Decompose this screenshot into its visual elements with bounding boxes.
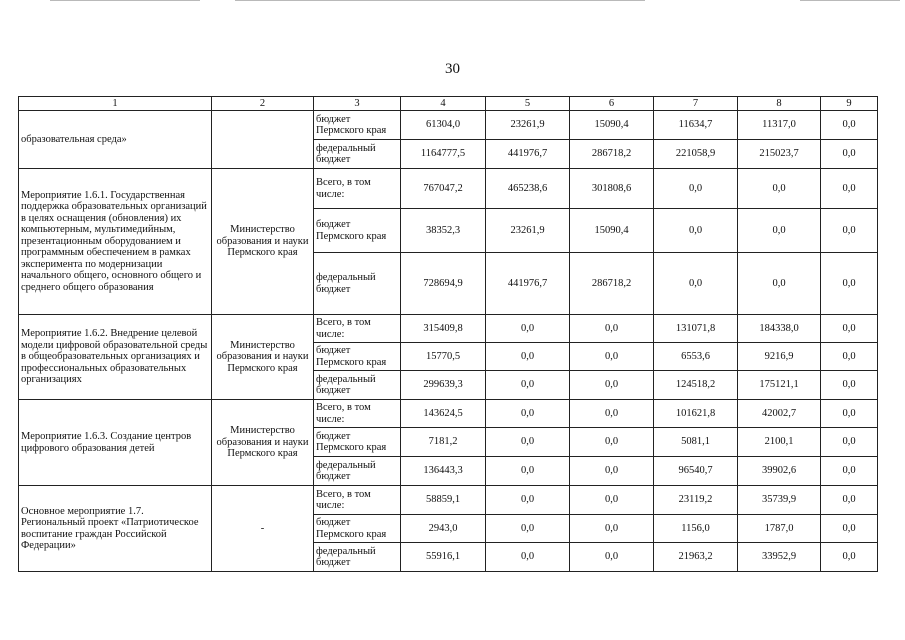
responsible-executor: -: [212, 486, 314, 572]
column-number-row: [19, 97, 878, 111]
amount-cell: 21963,2: [654, 543, 738, 572]
amount-cell: 124518,2: [654, 371, 738, 400]
amount-cell: 0,0: [654, 209, 738, 253]
amount-cell: 0,0: [654, 169, 738, 209]
amount-cell: 7181,2: [401, 428, 486, 457]
amount-cell: 0,0: [570, 343, 654, 371]
amount-cell: 0,0: [654, 253, 738, 315]
amount-cell: 0,0: [821, 371, 878, 400]
amount-cell: 0,0: [570, 428, 654, 457]
amount-cell: 0,0: [570, 543, 654, 572]
amount-cell: 184338,0: [738, 315, 821, 343]
amount-cell: 136443,3: [401, 457, 486, 486]
amount-cell: 0,0: [821, 253, 878, 315]
amount-cell: 0,0: [821, 486, 878, 515]
amount-cell: 1164777,5: [401, 140, 486, 169]
amount-cell: 0,0: [738, 253, 821, 315]
amount-cell: 1156,0: [654, 515, 738, 543]
amount-cell: 0,0: [486, 515, 570, 543]
scan-artifact-line: [800, 0, 900, 1]
scan-artifact-line: [50, 0, 200, 1]
table-row: [19, 315, 878, 343]
amount-cell: 58859,1: [401, 486, 486, 515]
amount-cell: 0,0: [821, 515, 878, 543]
amount-cell: 0,0: [570, 371, 654, 400]
amount-cell: 0,0: [821, 209, 878, 253]
table-row: [19, 486, 878, 515]
amount-cell: 299639,3: [401, 371, 486, 400]
funding-source: Всего, в том числе:: [314, 400, 401, 428]
activity-name: Мероприятие 1.6.1. Государственная поддержка образовательных организаций в целях оснащения (обновления) их компьютерным, мультимедийным, презентационным оборудованием и программным обеспечением в рамках эксперимента по модернизации начального общего, основного общего и среднего общего образования: [19, 169, 212, 315]
amount-cell: 15770,5: [401, 343, 486, 371]
amount-cell: 61304,0: [401, 111, 486, 140]
responsible-executor: Министерство образования и науки Пермского края: [212, 315, 314, 400]
amount-cell: 5081,1: [654, 428, 738, 457]
amount-cell: 42002,7: [738, 400, 821, 428]
amount-cell: 0,0: [821, 169, 878, 209]
amount-cell: 0,0: [570, 515, 654, 543]
funding-source: федеральный бюджет: [314, 140, 401, 169]
amount-cell: 15090,4: [570, 209, 654, 253]
amount-cell: 0,0: [486, 400, 570, 428]
amount-cell: 0,0: [821, 543, 878, 572]
amount-cell: 441976,7: [486, 253, 570, 315]
amount-cell: 315409,8: [401, 315, 486, 343]
amount-cell: 96540,7: [654, 457, 738, 486]
amount-cell: 0,0: [821, 343, 878, 371]
funding-source: федеральный бюджет: [314, 371, 401, 400]
amount-cell: 221058,9: [654, 140, 738, 169]
amount-cell: 38352,3: [401, 209, 486, 253]
funding-source: бюджет Пермского края: [314, 428, 401, 457]
amount-cell: 0,0: [486, 371, 570, 400]
scan-artifact-line: [235, 0, 645, 1]
amount-cell: 33952,9: [738, 543, 821, 572]
funding-source: федеральный бюджет: [314, 543, 401, 572]
amount-cell: 2943,0: [401, 515, 486, 543]
column-number: 8: [738, 97, 821, 111]
amount-cell: 215023,7: [738, 140, 821, 169]
funding-source: федеральный бюджет: [314, 457, 401, 486]
funding-source: Всего, в том числе:: [314, 169, 401, 209]
funding-source: Всего, в том числе:: [314, 486, 401, 515]
column-number: 9: [821, 97, 878, 111]
column-number: 6: [570, 97, 654, 111]
amount-cell: 131071,8: [654, 315, 738, 343]
amount-cell: 728694,9: [401, 253, 486, 315]
amount-cell: 9216,9: [738, 343, 821, 371]
column-number: 2: [212, 97, 314, 111]
activity-name: образовательная среда»: [19, 111, 212, 169]
amount-cell: 39902,6: [738, 457, 821, 486]
amount-cell: 465238,6: [486, 169, 570, 209]
amount-cell: 11634,7: [654, 111, 738, 140]
amount-cell: 0,0: [486, 543, 570, 572]
amount-cell: 23119,2: [654, 486, 738, 515]
amount-cell: 0,0: [738, 169, 821, 209]
amount-cell: 101621,8: [654, 400, 738, 428]
amount-cell: 0,0: [738, 209, 821, 253]
page-number: 30: [445, 61, 460, 77]
responsible-executor: Министерство образования и науки Пермского края: [212, 169, 314, 315]
responsible-executor: Министерство образования и науки Пермского края: [212, 400, 314, 486]
amount-cell: 0,0: [821, 315, 878, 343]
amount-cell: 35739,9: [738, 486, 821, 515]
funding-source: бюджет Пермского края: [314, 343, 401, 371]
amount-cell: 301808,6: [570, 169, 654, 209]
amount-cell: 0,0: [486, 428, 570, 457]
amount-cell: 0,0: [821, 428, 878, 457]
column-number: 5: [486, 97, 570, 111]
amount-cell: 0,0: [486, 343, 570, 371]
amount-cell: 15090,4: [570, 111, 654, 140]
funding-source: Всего, в том числе:: [314, 315, 401, 343]
amount-cell: 143624,5: [401, 400, 486, 428]
amount-cell: 0,0: [486, 457, 570, 486]
table-row: [19, 111, 878, 140]
activity-name: Основное мероприятие 1.7. Региональный проект «Патриотическое воспитание граждан Российской Федерации»: [19, 486, 212, 572]
responsible-executor: [212, 111, 314, 169]
amount-cell: 6553,6: [654, 343, 738, 371]
amount-cell: 0,0: [821, 400, 878, 428]
amount-cell: 23261,9: [486, 111, 570, 140]
column-number: 1: [19, 97, 212, 111]
funding-source: бюджет Пермского края: [314, 111, 401, 140]
amount-cell: 175121,1: [738, 371, 821, 400]
funding-source: бюджет Пермского края: [314, 209, 401, 253]
funding-source: бюджет Пермского края: [314, 515, 401, 543]
amount-cell: 2100,1: [738, 428, 821, 457]
column-number: 4: [401, 97, 486, 111]
amount-cell: 0,0: [821, 140, 878, 169]
amount-cell: 0,0: [821, 457, 878, 486]
amount-cell: 0,0: [570, 457, 654, 486]
column-number: 3: [314, 97, 401, 111]
funding-source: федеральный бюджет: [314, 253, 401, 315]
budget-table: [18, 96, 878, 572]
amount-cell: 0,0: [570, 400, 654, 428]
table-row: [19, 400, 878, 428]
amount-cell: 286718,2: [570, 140, 654, 169]
amount-cell: 55916,1: [401, 543, 486, 572]
amount-cell: 0,0: [486, 486, 570, 515]
column-number: 7: [654, 97, 738, 111]
amount-cell: 0,0: [821, 111, 878, 140]
amount-cell: 0,0: [570, 315, 654, 343]
amount-cell: 441976,7: [486, 140, 570, 169]
activity-name: Мероприятие 1.6.3. Создание центров цифрового образования детей: [19, 400, 212, 486]
amount-cell: 767047,2: [401, 169, 486, 209]
amount-cell: 286718,2: [570, 253, 654, 315]
activity-name: Мероприятие 1.6.2. Внедрение целевой модели цифровой образовательной среды в общеобразовательных организациях и профессиональных образовательных организациях: [19, 315, 212, 400]
amount-cell: 11317,0: [738, 111, 821, 140]
amount-cell: 1787,0: [738, 515, 821, 543]
amount-cell: 0,0: [486, 315, 570, 343]
amount-cell: 0,0: [570, 486, 654, 515]
amount-cell: 23261,9: [486, 209, 570, 253]
table-row: [19, 169, 878, 209]
